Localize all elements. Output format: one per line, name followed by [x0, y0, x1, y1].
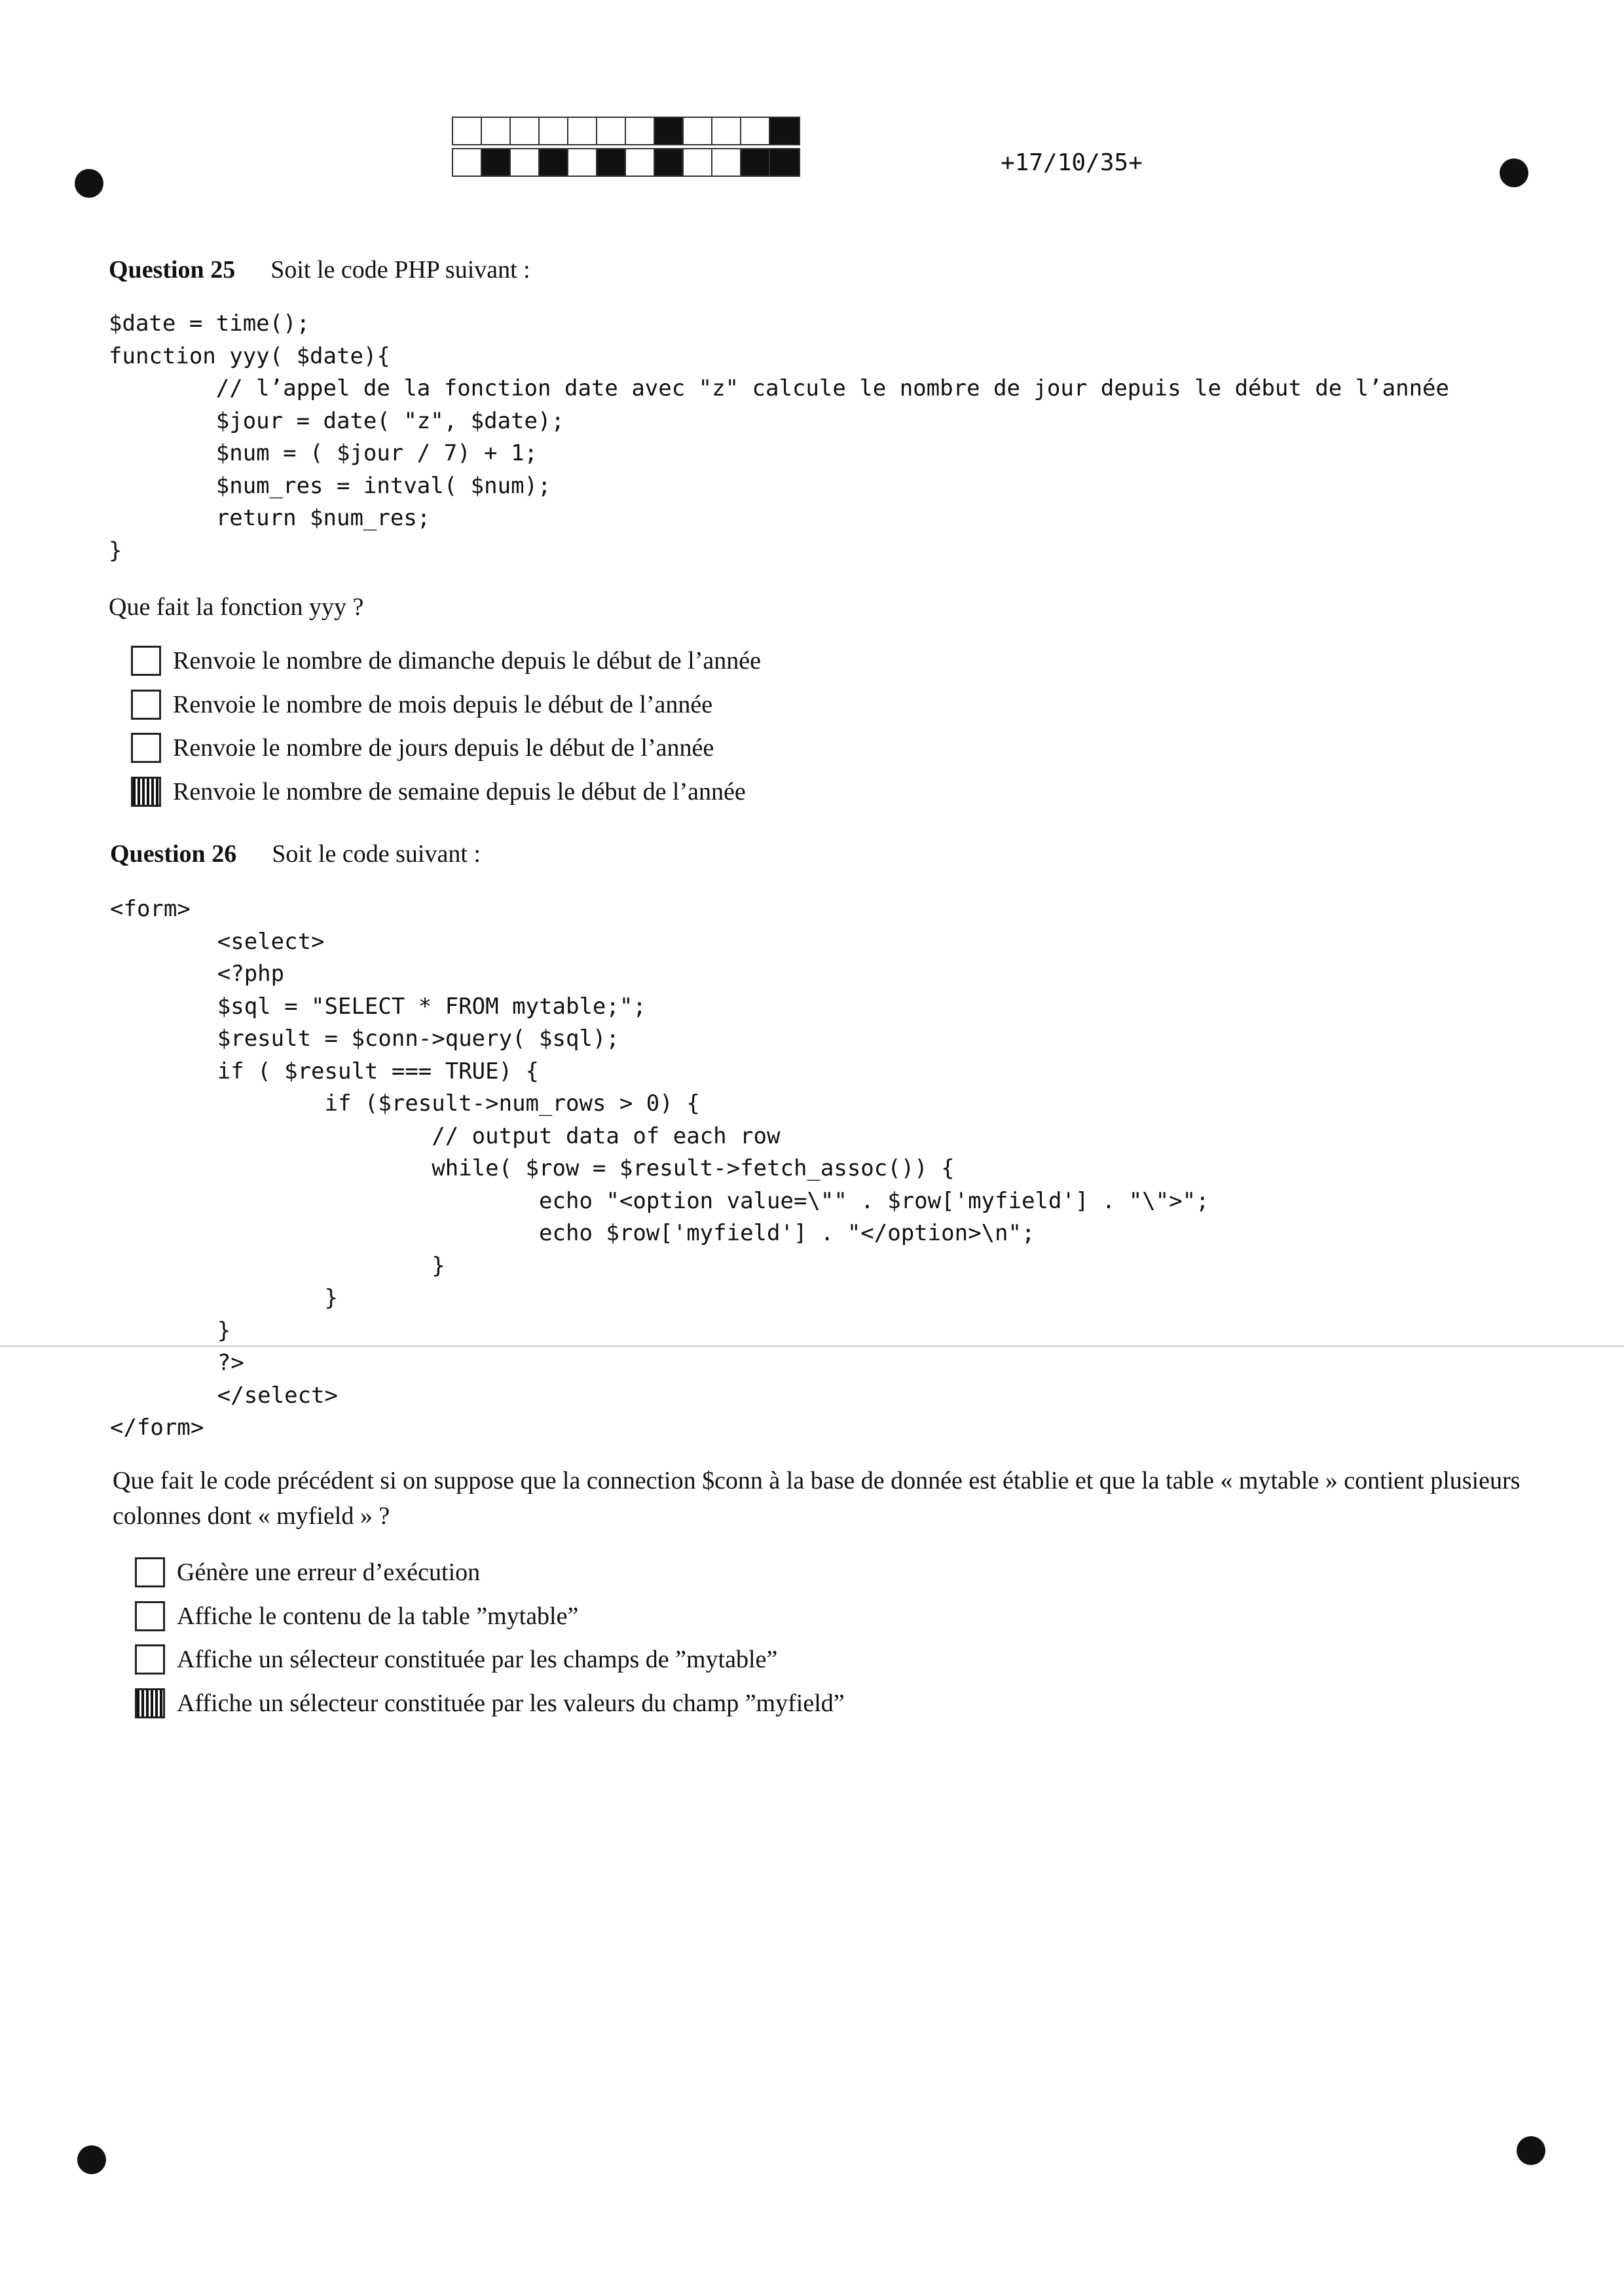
answer-label: Renvoie le nombre de mois depuis le début de l’année: [173, 690, 713, 718]
barcode-cell: [482, 118, 511, 144]
checked-checkbox[interactable]: [131, 777, 161, 807]
answer-option[interactable]: [131, 639, 761, 683]
barcode-row-2: [452, 148, 800, 177]
barcode-cell: [684, 118, 712, 144]
barcode-row-1: [452, 117, 800, 145]
question-26-code: <form> <select> <?php $sql = "SELECT * FROM mytable;"; $result = $conn->query( $sql); if ( $result === TRUE) { if ($result->num_rows > 0) { // output data of each row while( $row = $result->fetch_assoc()) { echo "<option value=\"" . $row['myfield'] . "\">"; echo $row['myfield'] . "</option>\n"; } } } ?> </select> </form>: [110, 896, 1209, 1441]
question-25-heading: [109, 255, 530, 284]
question-title: Soit le code suivant :: [272, 840, 481, 868]
answer-option[interactable]: [131, 770, 761, 814]
barcode-cell: [770, 149, 799, 176]
registration-mark-top-left: [75, 169, 103, 198]
barcode-cell: [511, 149, 540, 176]
barcode-cell: [453, 118, 482, 144]
barcode-cell: [741, 149, 770, 176]
checkbox[interactable]: [135, 1557, 165, 1587]
question-25-code: $date = time(); function yyy( $date){ // l’appel de la fonction date avec "z" calcule le nombre de jour depuis le début de l’année $jour = date( "z", $date); $num = ( $jour / 7) + 1; $num_res = intval( $num); return $num_res; }: [109, 310, 1449, 564]
question-number: Question 26: [110, 840, 237, 868]
barcode-cell: [540, 118, 568, 144]
barcode-cell: [597, 118, 626, 144]
answer-option[interactable]: [135, 1595, 845, 1639]
answer-label: Génère une erreur d’exécution: [177, 1559, 481, 1587]
barcode-cell: [684, 149, 712, 176]
answer-label: Affiche un sélecteur constituée par les valeurs du champ ”myfield”: [177, 1689, 845, 1717]
answer-option[interactable]: [135, 1682, 845, 1726]
barcode-cell: [540, 149, 568, 176]
barcode-cell: [770, 118, 799, 144]
barcode-cell: [568, 118, 597, 144]
checkbox[interactable]: [135, 1601, 165, 1631]
checkbox[interactable]: [131, 646, 161, 676]
question-title: Soit le code PHP suivant :: [270, 256, 530, 284]
registration-mark-bottom-left: [77, 2145, 106, 2174]
question-25-prompt: Que fait la fonction yyy ?: [109, 593, 364, 621]
barcode-cell: [597, 149, 626, 176]
barcode-cell: [712, 149, 741, 176]
question-26-heading: [110, 840, 481, 868]
answer-label: Affiche le contenu de la table ”mytable”: [177, 1602, 579, 1630]
answer-label: Renvoie le nombre de jours depuis le début de l’année: [173, 734, 714, 762]
checked-checkbox[interactable]: [135, 1688, 165, 1718]
answer-option[interactable]: [135, 1551, 845, 1595]
checkbox[interactable]: [131, 690, 161, 720]
registration-mark-bottom-right: [1517, 2136, 1545, 2165]
answer-option[interactable]: [135, 1638, 845, 1682]
barcode-cell: [511, 118, 540, 144]
page-id: +17/10/35+: [1001, 149, 1143, 176]
answer-label: Renvoie le nombre de dimanche depuis le début de l’année: [173, 647, 761, 675]
barcode-cell: [568, 149, 597, 176]
checkbox[interactable]: [135, 1644, 165, 1675]
answer-option[interactable]: [131, 726, 761, 770]
question-26-answers: [135, 1551, 845, 1725]
answer-label: Renvoie le nombre de semaine depuis le début de l’année: [173, 777, 746, 805]
registration-mark-top-right: [1500, 158, 1528, 187]
barcode-cell: [453, 149, 482, 176]
barcode-cell: [655, 118, 684, 144]
barcode-cell: [741, 118, 770, 144]
barcode-cell: [712, 118, 741, 144]
question-number: Question 25: [109, 256, 236, 284]
answer-label: Affiche un sélecteur constituée par les champs de ”mytable”: [177, 1646, 778, 1674]
barcode-cell: [482, 149, 511, 176]
checkbox[interactable]: [131, 733, 161, 763]
barcode-cell: [655, 149, 684, 176]
question-26-prompt: Que fait le code précédent si on suppose que la connection $conn à la base de donnée est établie et que la table « mytable » contient plusieurs colonnes dont « myfield » ?: [113, 1467, 1521, 1530]
barcode-cell: [626, 149, 655, 176]
fold-line: [0, 1345, 1624, 1347]
answer-option[interactable]: [131, 683, 761, 727]
barcode-cell: [626, 118, 655, 144]
question-25-answers: [131, 639, 761, 813]
